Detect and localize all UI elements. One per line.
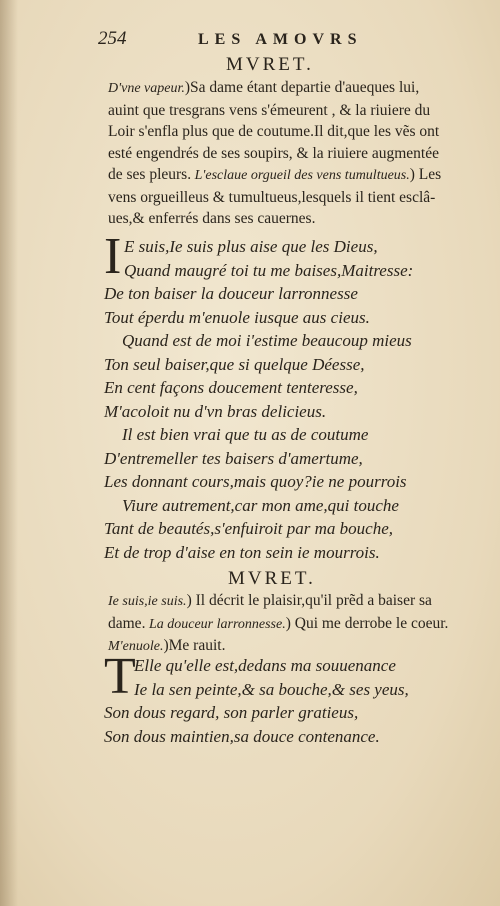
verse-line: D'entremeller tes baisers d'amertume, [104,448,363,468]
commentary-line: esté engendrés de ses soupirs, & la riuiere augmentée [108,144,439,162]
drop-cap: I [104,228,122,285]
verse-line: Tout éperdu m'enuole iusque aus cieus. [104,307,370,327]
verse-line: Son dous maintien,sa douce contenance. [104,726,380,746]
section-title-muret: MVRET. [226,54,314,75]
commentary-line: M'enuole.)Me rauit. [108,637,226,654]
commentary-block-2 [108,590,488,658]
commentary-line: de ses pleurs. L'esclaue orgueil des vens tumultueus.) Les [108,166,442,183]
commentary-block-1 [108,77,488,230]
page-number: 254 [98,28,127,49]
verse-line: Quand est de moi i'estime beaucoup mieus [122,331,412,350]
verse-line: M'acoloit nu d'vn bras delicieus. [104,401,327,421]
verse-line: En cent façons doucement tenteresse, [104,378,358,397]
verse-line: Quand maugré toi tu me baises,Maitresse: [124,260,414,280]
verse-line: Tant de beautés,s'enfuiroit par ma bouche, [104,519,393,538]
verse-line: Ton seul baiser,que si quelque Déesse, [104,354,365,374]
lemma: M'enuole. [108,639,164,654]
verse-line: Viure autrement,car mon ame,qui touche [122,495,399,515]
verse-line: Son dous regard, son parler gratieus, [104,703,359,722]
lemma: La douceur larronnesse. [145,616,286,632]
binding-shadow [0,0,18,906]
lemma: L'esclaue orgueil des vens tumultueus. [191,168,410,183]
running-title: LES AMOVRS [198,31,363,48]
verse-line: Les donnant cours,mais quoy?ie ne pourrois [104,472,407,491]
commentary-line: D'vne vapeur.)Sa dame étant departie d'aueques lui, [108,79,420,96]
commentary-line: auint que tresgrans vens s'émeurent , & la riuiere du [108,101,431,119]
verse-line: Elle qu'elle est,dedans ma souuenance [134,656,396,675]
verse-line: Et de trop d'aise en ton sein ie mourrois. [104,542,380,562]
section-title-muret: MVRET. [228,568,316,589]
verse-line: E suis,Ie suis plus aise que les Dieus, [124,237,378,256]
verse-line: Il est bien vrai que tu as de coutume [122,425,369,444]
verse-line: De ton baiser la douceur larronnesse [104,284,358,303]
commentary-line: Loir s'enfla plus que de coutume.Il dit,que les vẽs ont [108,123,440,140]
lemma: D'vne vapeur. [108,81,185,96]
commentary-line: ues,& enferrés dans ses cauernes. [108,210,316,227]
commentary-line: Ie suis,ie suis.) Il décrit le plaisir,qu'il prẽd a baiser sa [108,592,432,609]
drop-cap: T [104,648,136,705]
verse-line: Ie la sen peinte,& sa bouche,& ses yeus, [134,679,409,699]
commentary-line: dame. La douceur larronnesse.) Qui me derrobe le coeur. [108,614,449,632]
sonnet-1 [104,237,488,566]
lemma: Ie suis,ie suis. [108,594,187,609]
commentary-line: vens orgueilleus & tumultueus,lesquels il tient esclâ- [108,188,436,206]
running-head [98,28,478,52]
sonnet-2 [104,656,488,750]
